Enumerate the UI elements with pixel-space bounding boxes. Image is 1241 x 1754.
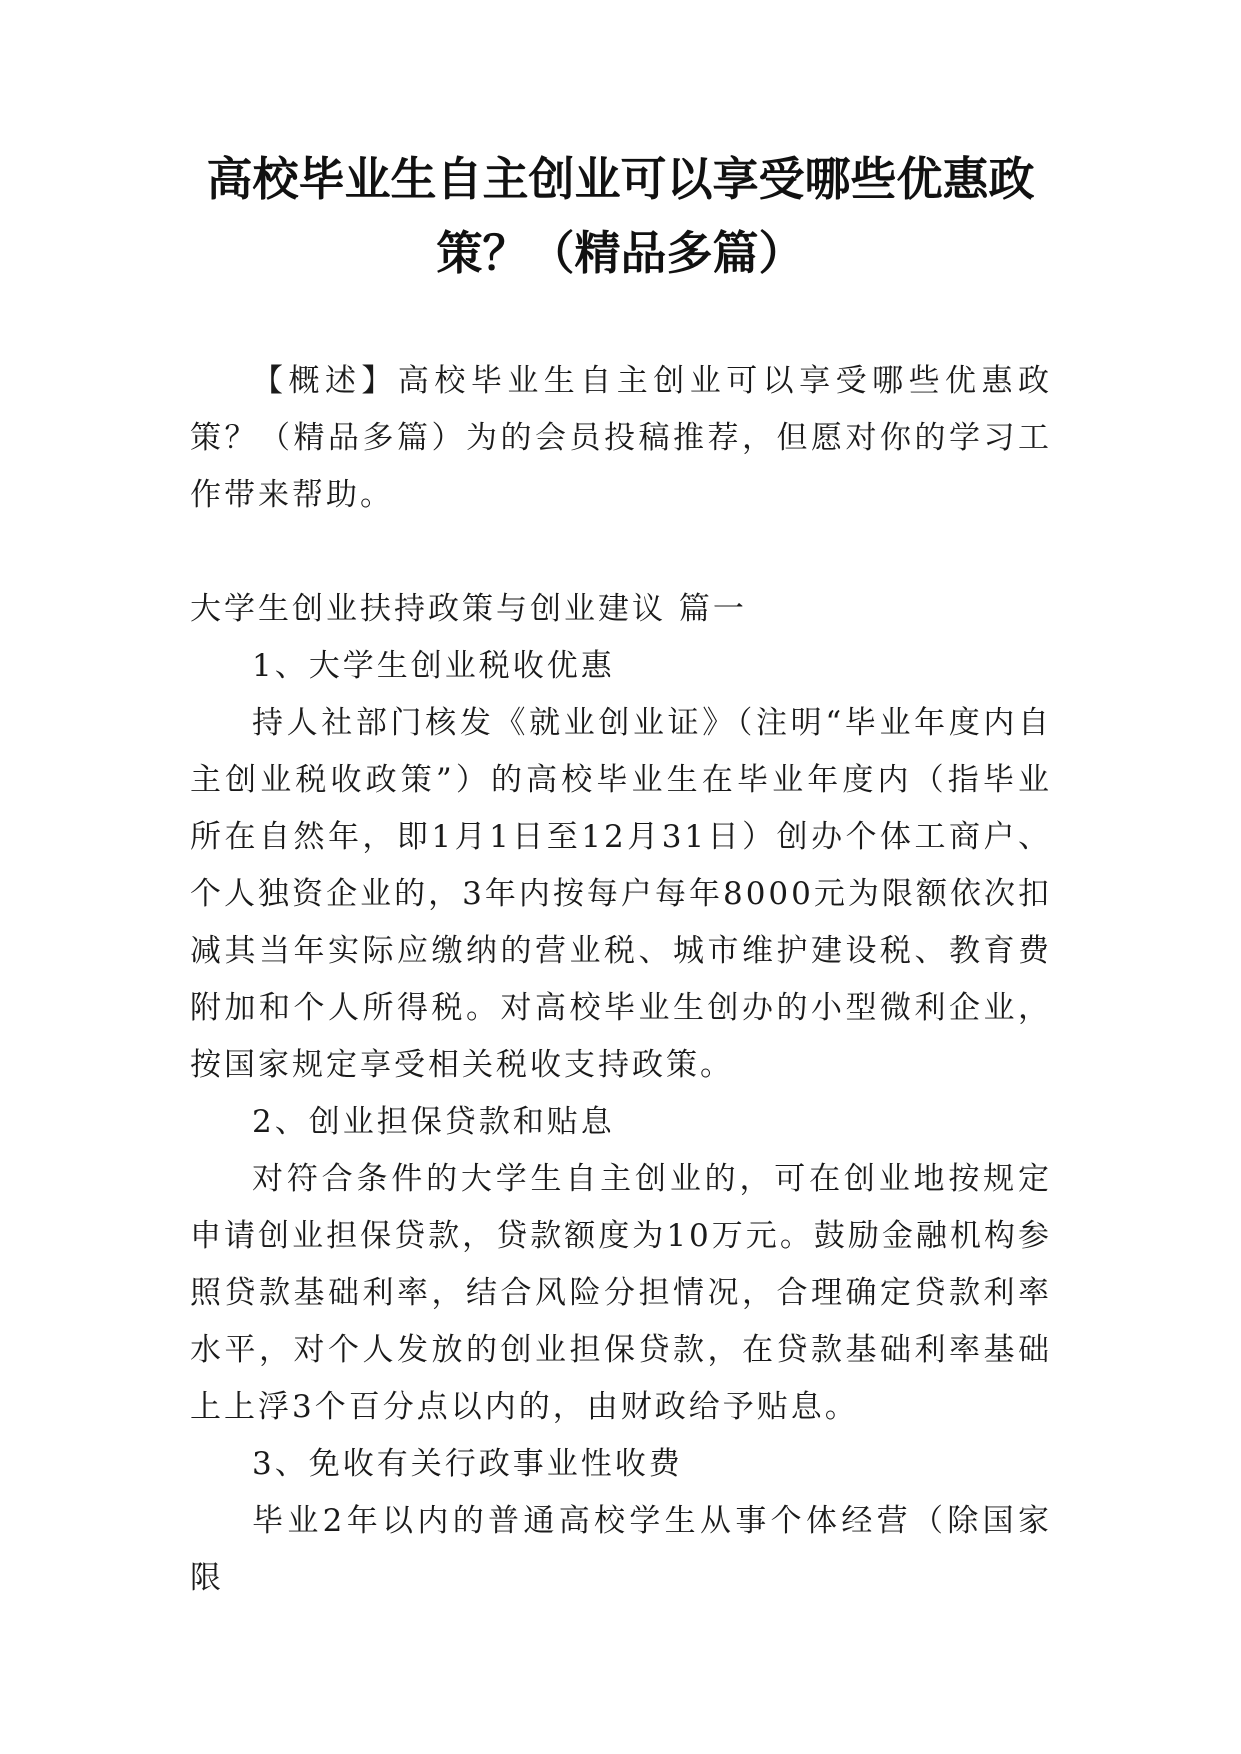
document-title bbox=[150, 142, 1091, 290]
paragraph-tax: 持人社部门核发《就业创业证》（注明“毕业年度内自主创业税收政策”）的高校毕业生在毕业年度内（指毕业所在自然年，即1月1日至12月31日）创办个体工商户、个人独资企业的，3年内按每户每年8000元为限额依次扣减其当年实际应缴纳的营业税、城市维护建设税、教育费附加和个人所得税。对高校毕业生创办的小型微利企业，按国家规定享受相关税收支持政策。 bbox=[190, 705, 1052, 1083]
item-heading-2: 2、创业担保贷款和贴息 bbox=[252, 1104, 615, 1140]
section-heading: 大学生创业扶持政策与创业建议 篇一 bbox=[190, 591, 747, 627]
document-content bbox=[190, 581, 1052, 1607]
title-line-2: 策？（精品多篇） bbox=[436, 226, 805, 280]
title-line-1: 高校毕业生自主创业可以享受哪些优惠政 bbox=[206, 152, 1035, 206]
item-heading-3: 3、免收有关行政事业性收费 bbox=[252, 1446, 683, 1482]
summary-paragraph: 【概述】高校毕业生自主创业可以享受哪些优惠政策？（精品多篇）为的会员投稿推荐，但愿对你的学习工作带来帮助。 bbox=[190, 363, 1052, 513]
paragraph-loan: 对符合条件的大学生自主创业的，可在创业地按规定申请创业担保贷款，贷款额度为10万元。鼓励金融机构参照贷款基础利率，结合风险分担情况，合理确定贷款利率水平，对个人发放的创业担保贷款，在贷款基础利率基础上上浮3个百分点以内的，由财政给予贴息。 bbox=[190, 1161, 1052, 1425]
summary-block bbox=[190, 353, 1052, 524]
item-heading-1: 1、大学生创业税收优惠 bbox=[252, 648, 615, 684]
paragraph-fees: 毕业2年以内的普通高校学生从事个体经营（除国家限 bbox=[190, 1503, 1052, 1596]
